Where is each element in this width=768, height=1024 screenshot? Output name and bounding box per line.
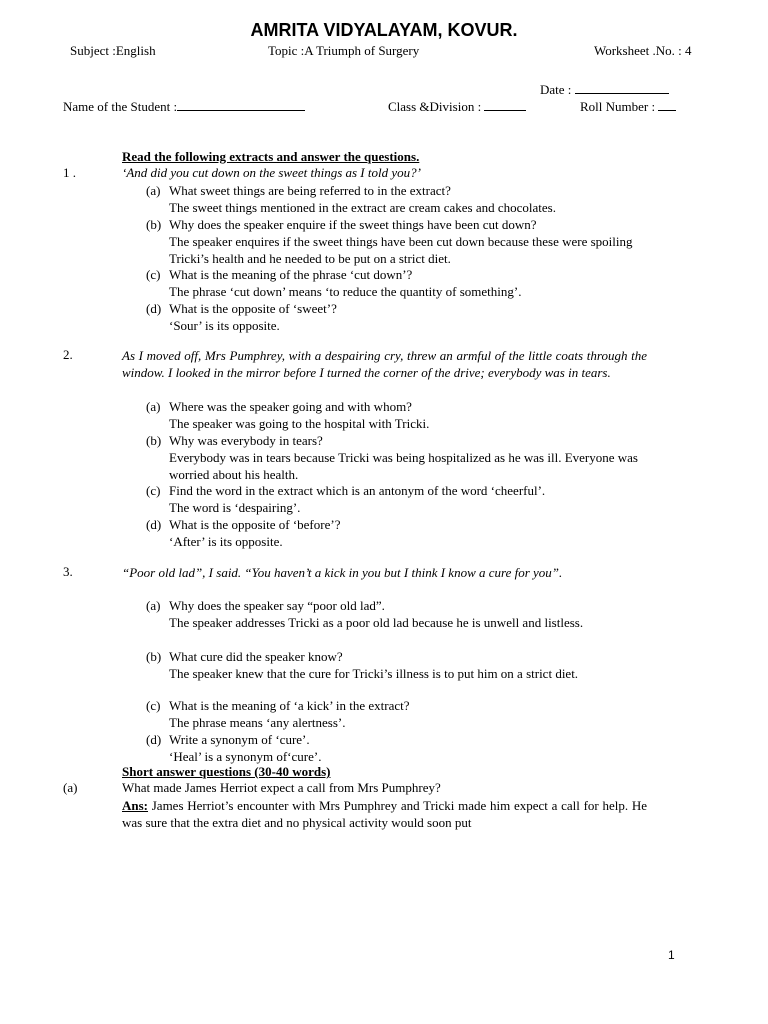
- question-text: What made James Herriot expect a call from Mrs Pumphrey?: [122, 780, 441, 795]
- answer-text: The speaker addresses Tricki as a poor old lad because he is unwell and listless.: [169, 615, 584, 630]
- question-text: Why does the speaker enquire if the sweet things have been cut down?: [169, 217, 537, 232]
- date-field: [540, 82, 669, 98]
- answer-text: The speaker enquires if the sweet things have been cut down because these were spoiling Tricki’s health and he needed to be put on a strict diet.: [169, 234, 633, 266]
- question-label: (a): [146, 598, 161, 613]
- question-label: (a): [146, 183, 161, 198]
- question-text: What is the opposite of ‘sweet’?: [169, 301, 337, 316]
- answer-text: ‘After’ is its opposite.: [169, 534, 283, 549]
- question-label: (d): [146, 301, 162, 316]
- answer-label: Ans:: [122, 798, 149, 813]
- page-number: 1: [668, 948, 675, 962]
- answer-paragraph: [122, 797, 647, 831]
- question-label: (b): [146, 649, 162, 664]
- question-label: (a): [63, 780, 78, 795]
- answer-text: The phrase ‘cut down’ means ‘to reduce the quantity of something’.: [169, 284, 522, 299]
- question-text: What sweet things are being referred to in the extract?: [169, 183, 451, 198]
- question-text: Why was everybody in tears?: [169, 433, 323, 448]
- question-label: (b): [146, 433, 162, 448]
- question-text: Find the word in the extract which is an antonym of the word ‘cheerful’.: [169, 483, 546, 498]
- question-label: (a): [146, 399, 161, 414]
- worksheet-number: Worksheet .No. : 4: [594, 43, 692, 58]
- answer-text: James Herriot’s encounter with Mrs Pumphrey and Tricki made him expect a call for help. He was sure that the extra diet and no physical activity would soon put: [122, 798, 647, 830]
- question-text: What cure did the speaker know?: [169, 649, 343, 664]
- date-label: Date :: [540, 82, 572, 97]
- question-label: (b): [146, 217, 162, 232]
- name-label: Name of the Student :: [63, 99, 178, 114]
- school-title: AMRITA VIDYALAYAM, KOVUR.: [250, 20, 518, 40]
- question-text: Write a synonym of ‘cure’.: [169, 732, 310, 747]
- question-text: What is the meaning of the phrase ‘cut down’?: [169, 267, 413, 282]
- answer-text: The speaker was going to the hospital with Tricki.: [169, 416, 430, 431]
- roll-field: [580, 99, 676, 115]
- date-blank: [575, 82, 669, 94]
- answer-text: The phrase means ‘any alertness’.: [169, 715, 346, 730]
- question-label: (c): [146, 483, 161, 498]
- question-text: Where was the speaker going and with whom?: [169, 399, 412, 414]
- class-label: Class &Division :: [388, 99, 482, 114]
- extract-number: 3.: [63, 564, 73, 579]
- extract-number: 1 .: [63, 165, 76, 180]
- answer-text: The sweet things mentioned in the extract are cream cakes and chocolates.: [169, 200, 556, 215]
- topic-label: Topic :A Triumph of Surgery: [268, 43, 420, 58]
- question-label: (c): [146, 698, 161, 713]
- question-text: What is the opposite of ‘before’?: [169, 517, 341, 532]
- answer-text: ‘Sour’ is its opposite.: [169, 318, 280, 333]
- extract-text: ‘And did you cut down on the sweet things as I told you?’: [122, 165, 421, 180]
- student-name-field: [63, 99, 305, 115]
- roll-label: Roll Number :: [580, 99, 656, 114]
- roll-blank: [658, 99, 676, 111]
- extract-text: “Poor old lad”, I said. “You haven’t a kick in you but I think I know a cure for you”.: [122, 565, 563, 580]
- answer-text: The word is ‘despairing’.: [169, 500, 301, 515]
- question-text: What is the meaning of ‘a kick’ in the extract?: [169, 698, 410, 713]
- question-text: Why does the speaker say “poor old lad”.: [169, 598, 385, 613]
- short-answer-heading: Short answer questions (30-40 words): [122, 764, 331, 779]
- name-blank: [177, 99, 305, 111]
- question-label: (d): [146, 732, 162, 747]
- class-field: [388, 99, 526, 115]
- question-label: (c): [146, 267, 161, 282]
- class-blank: [484, 99, 526, 111]
- answer-text: ‘Heal’ is a synonym of‘cure’.: [169, 749, 322, 764]
- answer-text: Everybody was in tears because Tricki was being hospitalized as he was ill. Everyone was worried about his health.: [169, 450, 638, 482]
- question-label: (d): [146, 517, 162, 532]
- extract-number: 2.: [63, 347, 73, 362]
- subject-label: Subject :English: [70, 43, 156, 58]
- section-instruction: Read the following extracts and answer the questions.: [122, 149, 420, 164]
- answer-text: The speaker knew that the cure for Tricki’s illness is to put him on a strict diet.: [169, 666, 579, 681]
- extract-text: As I moved off, Mrs Pumphrey, with a despairing cry, threw an armful of the little coats through the window. I looked in the mirror before I turned the corner of the drive; everybody was in tears.: [122, 348, 647, 380]
